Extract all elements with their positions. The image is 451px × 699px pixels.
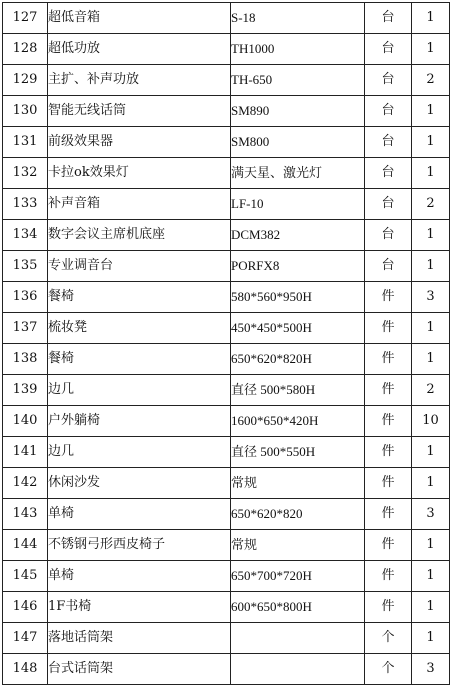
item-spec: 650*700*720H (231, 561, 365, 592)
item-spec: S-18 (231, 3, 365, 34)
table-row (3, 313, 450, 344)
item-quantity: 3 (412, 499, 450, 530)
item-spec: 满天星、激光灯 (231, 158, 365, 189)
item-name: 台式话筒架 (48, 654, 231, 685)
item-name: 餐椅 (48, 282, 231, 313)
item-unit: 件 (365, 375, 412, 406)
item-spec: 直径 500*580H (231, 375, 365, 406)
item-unit: 个 (365, 654, 412, 685)
item-quantity: 1 (412, 34, 450, 65)
table-row (3, 96, 450, 127)
item-unit: 件 (365, 499, 412, 530)
row-number: 134 (3, 220, 48, 251)
table-row (3, 65, 450, 96)
table-row (3, 654, 450, 685)
item-name: 落地话筒架 (48, 623, 231, 654)
row-number: 136 (3, 282, 48, 313)
item-quantity: 1 (412, 437, 450, 468)
item-quantity: 1 (412, 220, 450, 251)
item-unit: 件 (365, 313, 412, 344)
row-number: 147 (3, 623, 48, 654)
table-row (3, 499, 450, 530)
item-unit: 件 (365, 282, 412, 313)
item-spec: PORFX8 (231, 251, 365, 282)
row-number: 142 (3, 468, 48, 499)
item-spec (231, 623, 365, 654)
item-name: 超低音箱 (48, 3, 231, 34)
item-unit: 台 (365, 189, 412, 220)
equipment-table (2, 2, 450, 685)
item-unit: 件 (365, 561, 412, 592)
table-row (3, 251, 450, 282)
item-name: 卡拉ok效果灯 (48, 158, 231, 189)
table-row (3, 189, 450, 220)
item-spec: 450*450*500H (231, 313, 365, 344)
item-name: 补声音箱 (48, 189, 231, 220)
item-name: 单椅 (48, 499, 231, 530)
item-spec: 1600*650*420H (231, 406, 365, 437)
item-name: 边几 (48, 437, 231, 468)
row-number: 135 (3, 251, 48, 282)
item-name: 超低功放 (48, 34, 231, 65)
table-row (3, 282, 450, 313)
item-name: 专业调音台 (48, 251, 231, 282)
table-row (3, 468, 450, 499)
item-quantity: 1 (412, 313, 450, 344)
item-spec: 直径 500*550H (231, 437, 365, 468)
item-spec: 580*560*950H (231, 282, 365, 313)
row-number: 138 (3, 344, 48, 375)
table-row (3, 220, 450, 251)
table-row (3, 344, 450, 375)
table-row (3, 127, 450, 158)
item-spec (231, 654, 365, 685)
table-body (3, 3, 450, 685)
row-number: 137 (3, 313, 48, 344)
item-unit: 件 (365, 530, 412, 561)
item-name: 单椅 (48, 561, 231, 592)
item-spec: 650*620*820 (231, 499, 365, 530)
item-quantity: 1 (412, 344, 450, 375)
item-quantity: 3 (412, 282, 450, 313)
item-quantity: 1 (412, 530, 450, 561)
item-spec: TH-650 (231, 65, 365, 96)
item-unit: 台 (365, 251, 412, 282)
item-unit: 件 (365, 468, 412, 499)
item-quantity: 1 (412, 592, 450, 623)
item-spec: LF-10 (231, 189, 365, 220)
table-row (3, 158, 450, 189)
item-spec: 650*620*820H (231, 344, 365, 375)
item-name: 数字会议主席机底座 (48, 220, 231, 251)
row-number: 143 (3, 499, 48, 530)
table-row (3, 437, 450, 468)
row-number: 132 (3, 158, 48, 189)
item-spec: 常规 (231, 468, 365, 499)
item-quantity: 1 (412, 127, 450, 158)
table-row (3, 34, 450, 65)
item-unit: 台 (365, 3, 412, 34)
item-unit: 台 (365, 65, 412, 96)
row-number: 128 (3, 34, 48, 65)
table-row (3, 375, 450, 406)
item-name: 户外躺椅 (48, 406, 231, 437)
item-spec: SM890 (231, 96, 365, 127)
item-name: 前级效果器 (48, 127, 231, 158)
row-number: 144 (3, 530, 48, 561)
item-quantity: 10 (412, 406, 450, 437)
table-row (3, 592, 450, 623)
item-unit: 台 (365, 220, 412, 251)
item-unit: 件 (365, 406, 412, 437)
item-spec: DCM382 (231, 220, 365, 251)
item-quantity: 1 (412, 561, 450, 592)
item-quantity: 1 (412, 468, 450, 499)
row-number: 145 (3, 561, 48, 592)
item-quantity: 1 (412, 251, 450, 282)
table-row (3, 406, 450, 437)
row-number: 131 (3, 127, 48, 158)
item-name: 不锈钢弓形西皮椅子 (48, 530, 231, 561)
item-name: 餐椅 (48, 344, 231, 375)
item-name: 休闲沙发 (48, 468, 231, 499)
item-unit: 台 (365, 127, 412, 158)
item-unit: 件 (365, 437, 412, 468)
item-name: 主扩、补声功放 (48, 65, 231, 96)
row-number: 141 (3, 437, 48, 468)
item-unit: 件 (365, 344, 412, 375)
row-number: 139 (3, 375, 48, 406)
item-name: 边几 (48, 375, 231, 406)
item-quantity: 1 (412, 158, 450, 189)
row-number: 140 (3, 406, 48, 437)
table-row (3, 561, 450, 592)
item-name: 智能无线话筒 (48, 96, 231, 127)
item-unit: 台 (365, 158, 412, 189)
item-spec: 常规 (231, 530, 365, 561)
item-quantity: 2 (412, 65, 450, 96)
item-quantity: 2 (412, 189, 450, 220)
item-quantity: 3 (412, 654, 450, 685)
item-quantity: 2 (412, 375, 450, 406)
item-unit: 台 (365, 34, 412, 65)
item-name: 1F书椅 (48, 592, 231, 623)
row-number: 130 (3, 96, 48, 127)
item-unit: 个 (365, 623, 412, 654)
row-number: 133 (3, 189, 48, 220)
item-unit: 台 (365, 96, 412, 127)
row-number: 127 (3, 3, 48, 34)
item-quantity: 1 (412, 623, 450, 654)
item-unit: 件 (365, 592, 412, 623)
item-quantity: 1 (412, 3, 450, 34)
table-row (3, 623, 450, 654)
item-spec: SM800 (231, 127, 365, 158)
row-number: 148 (3, 654, 48, 685)
item-spec: 600*650*800H (231, 592, 365, 623)
item-quantity: 1 (412, 96, 450, 127)
table-row (3, 530, 450, 561)
table-row (3, 3, 450, 34)
item-name: 梳妆凳 (48, 313, 231, 344)
item-spec: TH1000 (231, 34, 365, 65)
row-number: 146 (3, 592, 48, 623)
row-number: 129 (3, 65, 48, 96)
